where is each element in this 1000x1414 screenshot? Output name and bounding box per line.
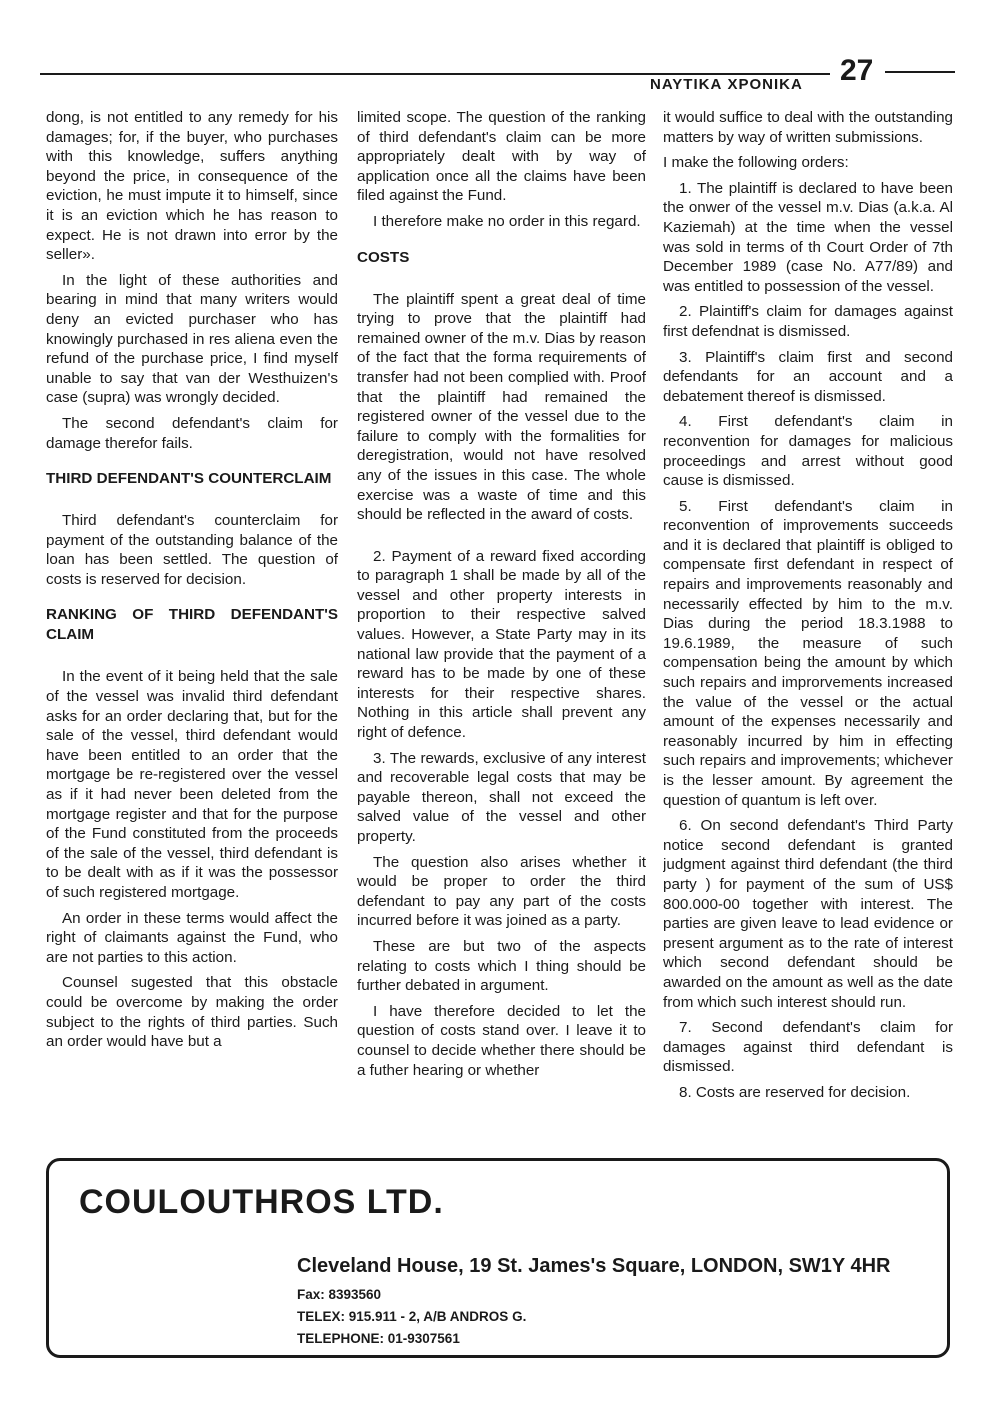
paragraph: 5. First defendant's claim in reconvention of improvements succeeds and it is declared that plaintiff is obliged to compensate first defendant in respect of repairs and improvements reasonably and necessarily effected by him to the m.v. Dias during the period 18.3.1988 to 19.6.1989, the measure of such compensation being the amount by which such repairs and improrvements increased the value of the vessel or the actual amount of the expenses necessarily and reasonably incurred by him in effecting such repairs and improvements; whichever is the lesser amount. By agreement the question of quantum is left over.: [663, 497, 953, 809]
paragraph: dong, is not entitled to any remedy for his damages; for, if the buyer, who purchases with this knowledge, suffers anything beyond the price, in consequence of the eviction, he must impute it to himself, since it is an eviction which he has reason to expect. He is not drawn into error by the seller».: [46, 109, 338, 264]
masthead: ΝΑΥΤΙΚΑ ΧΡΟΝΙΚΑ: [650, 76, 803, 93]
paragraph: In the light of these authorities and bearing in mind that many writers would deny an evicted purchaser who has knowingly purchased in res aliena even the refund of the purchase price, I find myself unable to say that van der Westhuizen's case (supra) was wrongly decided.: [46, 271, 338, 407]
paragraph: I make the following orders:: [663, 154, 849, 172]
paragraph: 7. Second defendant's claim for damages against third defendant is dismissed.: [663, 1019, 953, 1076]
paragraph: The question also arises whether it would be proper to order the third defendant to pay any part of the costs incurred before it was joined as a party.: [357, 853, 646, 930]
paragraph: 4. First defendant's claim in reconvention for damages for malicious proceedings and arrest without good cause is dismissed.: [663, 413, 953, 490]
paragraph: 1. The plaintiff is declared to have been the onwer of the vessel m.v. Dias (a.k.a. Al Kaziemah) at the time when the vessel was sold in terms of th Court Order of 7th December 1989 (case No. A77/89) and was entitled to possession of the vessel.: [663, 179, 953, 295]
paragraph: Counsel sugested that this obstacle could be overcome by making the order subject to the rights of third parties. Such an order would have but a: [46, 974, 338, 1051]
advertisement-box: [46, 1158, 950, 1358]
paragraph: 8. Costs are reserved for decision.: [679, 1083, 911, 1101]
paragraph: limited scope. The question of the ranking of third defendant's claim can be more appropriately dealt with by way of application once all the claims have been filed against the Fund.: [357, 109, 646, 205]
paragraph: it would suffice to deal with the outstanding matters by way of written submissions.: [663, 109, 953, 146]
column-1: [46, 108, 338, 1158]
paragraph: These are but two of the aspects relating to costs which I thing should be further debated in argument.: [357, 937, 646, 995]
paragraph: 6. On second defendant's Third Party notice second defendant is granted judgment against third defendant (the third party ) for payment of the sum of US$ 800.000-00 together with interest. The parties are given leave to lead evidence or present argument as to the rate of interest which second defendant should be awarded on the amount as well as the date from which such interest should run.: [663, 817, 953, 1011]
telephone-number: TELEPHONE: 01-9307561: [297, 1331, 460, 1346]
column-2: [357, 108, 646, 1158]
fax-number: Fax: 8393560: [297, 1287, 382, 1302]
paragraph: The second defendant's claim for damage therefor fails.: [46, 414, 338, 452]
paragraph: 3. Plaintiff's claim first and second defendants for an account and a debatement thereof is dismissed.: [663, 348, 953, 405]
paragraph: Third defendant's counterclaim for payment of the outstanding balance of the loan has been settled. The question of costs is reserved for decision.: [46, 512, 338, 588]
paragraph: The plaintiff spent a great deal of time trying to prove that the plaintiff had remained owner of the m.v. Dias by reason of the fact that the forma requirements of transfer had not been complied with. Proof that the plaintiff had remained the registered owner of the vessel due to the failure to comply with the formalities for deregistration, would not have resolved any of the issues in this case. The whole exercise was a waste of time and this should be reflected in the award of costs.: [357, 290, 646, 524]
page-number: 27: [840, 54, 874, 87]
company-name: COULOUTHROS LTD.: [79, 1183, 444, 1221]
header-rule-left: [40, 73, 830, 75]
section-heading: RANKING OF THIRD DEFENDANT'S CLAIM: [46, 606, 338, 644]
paragraph: In the event of it being held that the sale of the vessel was invalid third defendant asks for an order declaring that, but for the sale of the vessel, third defendant would have been entitled to an order that the mortgage be re-registered over the vessel as if it had never been deleted from the mortgage register and that for the purpose of the Fund constituted from the proceeds of the sale of the vessel, third defendant is to be dealt with as if it was the possessor of such registered mortgage.: [46, 668, 338, 901]
paragraph: I have therefore decided to let the question of costs stand over. I leave it to counsel to decide whether there should be a futher hearing or whether: [357, 1002, 646, 1079]
paragraph: An order in these terms would affect the right of claimants against the Fund, who are not parties to this action.: [46, 909, 338, 966]
paragraph: 2. Payment of a reward fixed according to paragraph 1 shall be made by all of the vessel and other property interests in proportion to their respective salved values. However, a State Party may in its national law provide that the payment of a reward has to be made by one of these interests for their respective shares. Nothing in this article shall prevent any right of defence.: [357, 547, 646, 742]
paragraph: 3. The rewards, exclusive of any interest and recoverable legal costs that may be payable thereon, shall not exceed the salved value of the vessel and other property.: [357, 749, 646, 845]
section-heading: THIRD DEFENDANT'S COUNTERCLAIM: [46, 470, 332, 488]
company-address: Cleveland House, 19 St. James's Square, LONDON, SW1Y 4HR: [297, 1255, 891, 1277]
paragraph: 2. Plaintiff's claim for damages against first defendnat is dismissed.: [663, 303, 953, 340]
column-3: [663, 108, 953, 1158]
paragraph: I therefore make no order in this regard.: [373, 212, 641, 230]
header-rule-right: [885, 71, 955, 73]
spacer: [357, 531, 646, 547]
telex-number: TELEX: 915.911 - 2, A/B ANDROS G.: [297, 1309, 527, 1324]
section-heading: COSTS: [357, 248, 410, 266]
